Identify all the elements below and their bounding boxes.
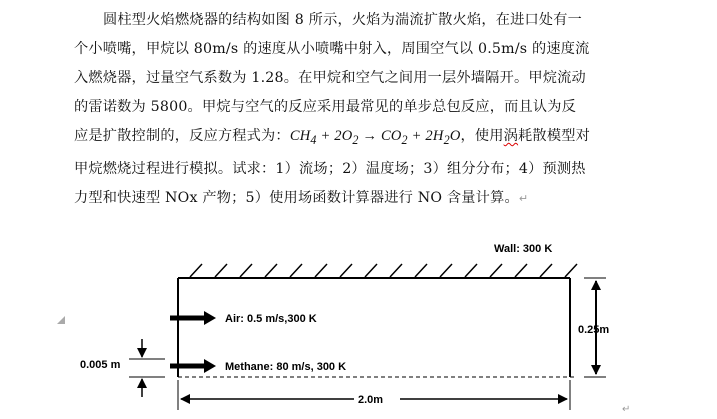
hatch-mark: [440, 264, 452, 277]
spellcheck-underlined-word: 涡: [503, 128, 519, 144]
eq-h2o-tail: O: [449, 128, 461, 144]
para-line-3: 入燃烧器，过量空气系数为 1.28。在甲烷和空气之间用一层外墙隔开。甲烷流动: [74, 70, 586, 86]
line5-mid: ，使用: [460, 128, 504, 144]
eq-h2o-sub: 2: [443, 132, 450, 147]
hatch-mark: [490, 264, 502, 277]
wall-hatching: [190, 264, 577, 277]
paragraph-mark-icon: ↵: [518, 191, 529, 205]
height-label: 0.25m: [578, 324, 610, 336]
hatch-mark: [540, 264, 552, 277]
eq-ch4-sub: 4: [310, 132, 317, 147]
para-line-1: 圆柱型火焰燃烧器的结构如图 8 所示，火焰为湍流扩散火焰，在进口处有一: [103, 12, 583, 28]
hatch-mark: [390, 264, 402, 277]
hatch-mark: [340, 264, 352, 277]
eq-h2o: H: [432, 128, 444, 144]
hatch-mark: [465, 264, 477, 277]
line5-prefix: 应是扩散控制的，反应方程式为：: [74, 128, 290, 144]
para-line-2: 个小喷嘴，甲烷以 80m/s 的速度从小喷嘴中射入，周围空气以 0.5m/s 的速度流: [74, 41, 590, 57]
hatch-mark: [240, 264, 252, 277]
eq-arrow: →: [358, 128, 381, 144]
hatch-mark: [415, 264, 427, 277]
nozzle-label: 0.005 m: [80, 359, 121, 371]
eq-o2-sub: 2: [352, 132, 359, 147]
hatch-mark: [365, 264, 377, 277]
hatch-mark: [315, 264, 327, 277]
methane-inlet-arrow-icon: [204, 359, 216, 373]
hatch-mark: [265, 264, 277, 277]
methane-label: Methane: 80 m/s, 300 K: [225, 361, 347, 373]
eq-o2: O: [341, 128, 353, 144]
eq-plus-1: + 2: [316, 128, 342, 144]
eq-co2: CO: [381, 128, 402, 144]
para-line-4: 的雷诺数为 5800。甲烷与空气的反应采用最常见的单步总包反应，而且认为反: [74, 99, 577, 115]
hatch-mark: [215, 264, 227, 277]
para-line-6: 甲烷燃烧过程进行模拟。试求：1）流场；2）温度场；3）组分分布；4）预测热: [74, 160, 586, 177]
table-anchor-icon: [57, 316, 65, 324]
eq-co2-sub: 2: [401, 132, 408, 147]
hatch-mark: [565, 264, 577, 277]
line5-suffix: 耗散模型对: [518, 128, 590, 144]
para-line-7-text: 力型和快速型 NOx 产物；5）使用场函数计算器进行 NO 含量计算。: [74, 189, 519, 206]
paragraph-mark-icon-end: ↵: [622, 404, 631, 415]
hatch-mark: [515, 264, 527, 277]
hatch-mark: [190, 264, 202, 277]
length-label: 2.0m: [358, 394, 384, 406]
air-label: Air: 0.5 m/s,300 K: [225, 313, 317, 325]
eq-ch4: CH: [289, 128, 311, 144]
air-inlet-arrow-icon: [204, 311, 216, 325]
hatch-mark: [290, 264, 302, 277]
eq-plus-2: + 2: [407, 128, 433, 144]
wall-label: Wall: 300 K: [494, 243, 553, 255]
